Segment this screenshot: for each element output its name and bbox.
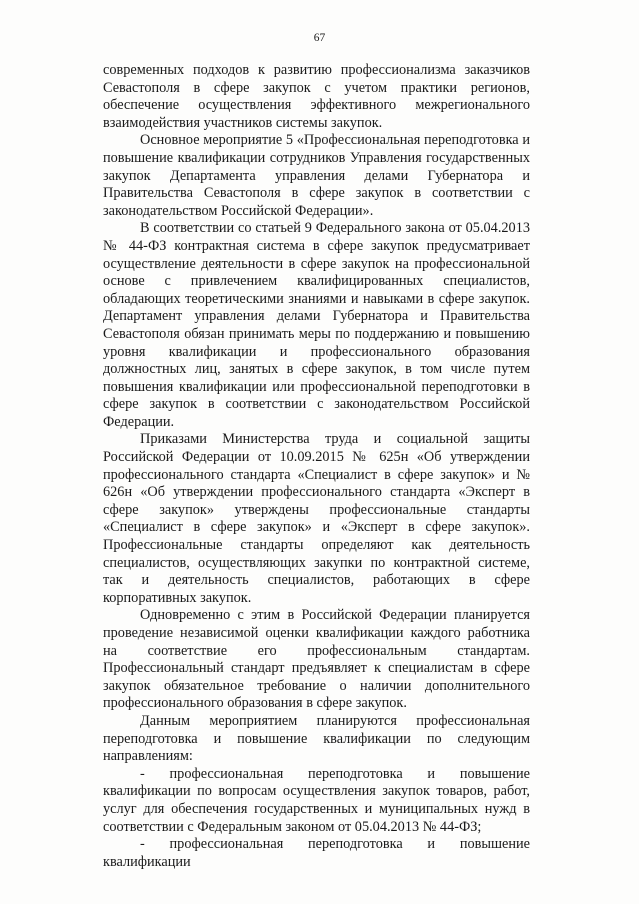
list-item-2: - профессиональная переподготовка и повышение квалификации <box>103 836 530 870</box>
paragraph-4: Приказами Министерства труда и социальной защиты Российской Федерации от 10.09.2015 № 625н «Об утверждении профессионального стандарта «Специалист в сфере закупок» и № 626н «Об утверждении профессионального стандарта «Эксперт в сфере закупок» утверждены профессиональные стандарты «Специалист в сфере закупок» и «Эксперт в сфере закупок». Профессиональные стандарты определяют как деятельность специалистов, осуществляющих закупки по контрактной системе, так и деятельность специалистов, работающих в сфере корпоративных закупок. <box>103 431 530 606</box>
paragraph-2: Основное мероприятие 5 «Профессиональная переподготовка и повышение квалификации сотрудников Управления государственных закупок Департамента управления делами Губернатора и Правительства Севастополя в сфере закупок в соответствии с законодательством Российской Федерации». <box>103 132 530 219</box>
paragraph-3: В соответствии со статьей 9 Федерального закона от 05.04.2013 № 44-ФЗ контрактная система в сфере закупок предусматривает осуществление деятельности в сфере закупок на профессиональной основе с привлечением квалифицированных специалистов, обладающих теоретическими знаниями и навыками в сфере закупок. Департамент управления делами Губернатора и Правительства Севастополя обязан принимать меры по поддержанию и повышению уровня квалификации и профессионального образования должностных лиц, занятых в сфере закупок, в том числе путем повышения квалификации или профессиональной переподготовки в сфере закупок в соответствии с законодательством Российской Федерации. <box>103 220 530 430</box>
page-number: 67 <box>313 32 326 44</box>
paragraph-6: Данным мероприятием планируются профессиональная переподготовка и повышение квалификации по следующим направлениям: <box>103 712 530 765</box>
paragraph-1: современных подходов к развитию профессионализма заказчиков Севастополя в сфере закупок с учетом практики регионов, обеспечение осуществления эффективного межрегионального взаимодействия участников системы закупок. <box>103 62 530 131</box>
document-body <box>103 62 530 871</box>
list-item-1: - профессиональная переподготовка и повышение квалификации по вопросам осуществления закупок товаров, работ, услуг для обеспечения государственных и муниципальных нужд в соответствии с Федеральным законом от 05.04.2013 № 44-ФЗ; <box>103 765 530 835</box>
paragraph-5: Одновременно с этим в Российской Федерации планируется проведение независимой оценки квалификации каждого работника на соответствие его профессиональным стандартам. Профессиональный стандарт предъявляет к специалистам в сфере закупок обязательное требование о наличии дополнительного профессионального образования в сфере закупок. <box>103 607 530 712</box>
